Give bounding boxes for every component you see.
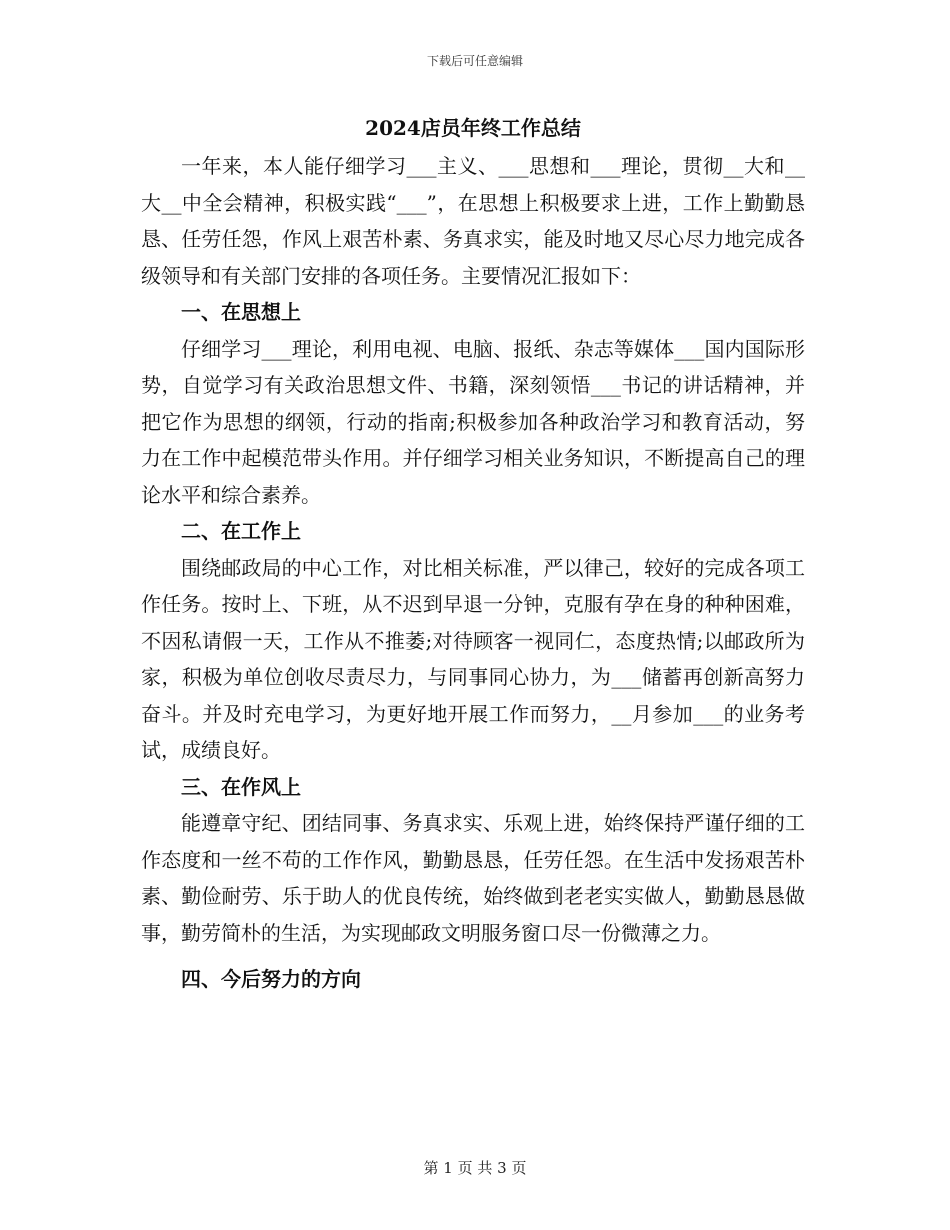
section-body-thought: 仔细学习___理论，利用电视、电脑、报纸、杂志等媒体___国内国际形势，自觉学习有关政治思想文件、书籍，深刻领悟___书记的讲话精神，并把它作为思想的纲领，行动的指南;积极参加各种政治学习和教育活动，努力在工作中起模范带头作用。并仔细学习相关业务知识，不断提高自己的理论水平和综合素养。 [141,336,805,507]
page-footer: 第 1 页 共 3 页 [423,1159,527,1177]
section-body-style: 能遵章守纪、团结同事、务真求实、乐观上进，始终保持严谨仔细的工作态度和一丝不苟的工作作风，勤勤恳恳，任劳任怨。在生活中发扬艰苦朴素、勤俭耐劳、乐于助人的优良传统，始终做到老老实实做人，勤勤恳恳做事，勤劳简朴的生活，为实现邮政文明服务窗口尽一份微薄之力。 [141,811,805,945]
document-body [141,112,805,998]
section-heading-thought: 一、在思想上 [181,300,301,324]
intro-paragraph: 一年来，本人能仔细学习___主义、___思想和___理论，贯彻__大和__大__中全会精神，积极实践“___”，在思想上积极要求上进，工作上勤勤恳恳、任劳任怨，作风上艰苦朴素、务真求实，能及时地又尽心尽力地完成各级领导和有关部门安排的各项任务。主要情况汇报如下： [141,154,805,288]
document-title: 2024店员年终工作总结 [365,116,581,140]
header-note: 下载后可任意编辑 [426,54,523,68]
section-body-work: 围绕邮政局的中心工作，对比相关标准，严以律己，较好的完成各项工作任务。按时上、下班，从不迟到早退一分钟，克服有孕在身的种种困难，不因私请假一天，工作从不推萎;对待顾客一视同仁，态度热情;以邮政所为家，积极为单位创收尽责尽力，与同事同心协力，为___储蓄再创新高努力奋斗。并及时充电学习，为更好地开展工作而努力，__月参加___的业务考试，成绩良好。 [141,555,805,762]
section-heading-future: 四、今后努力的方向 [181,967,361,991]
section-heading-style: 三、在作风上 [181,774,301,799]
section-heading-work: 二、在工作上 [181,519,301,543]
